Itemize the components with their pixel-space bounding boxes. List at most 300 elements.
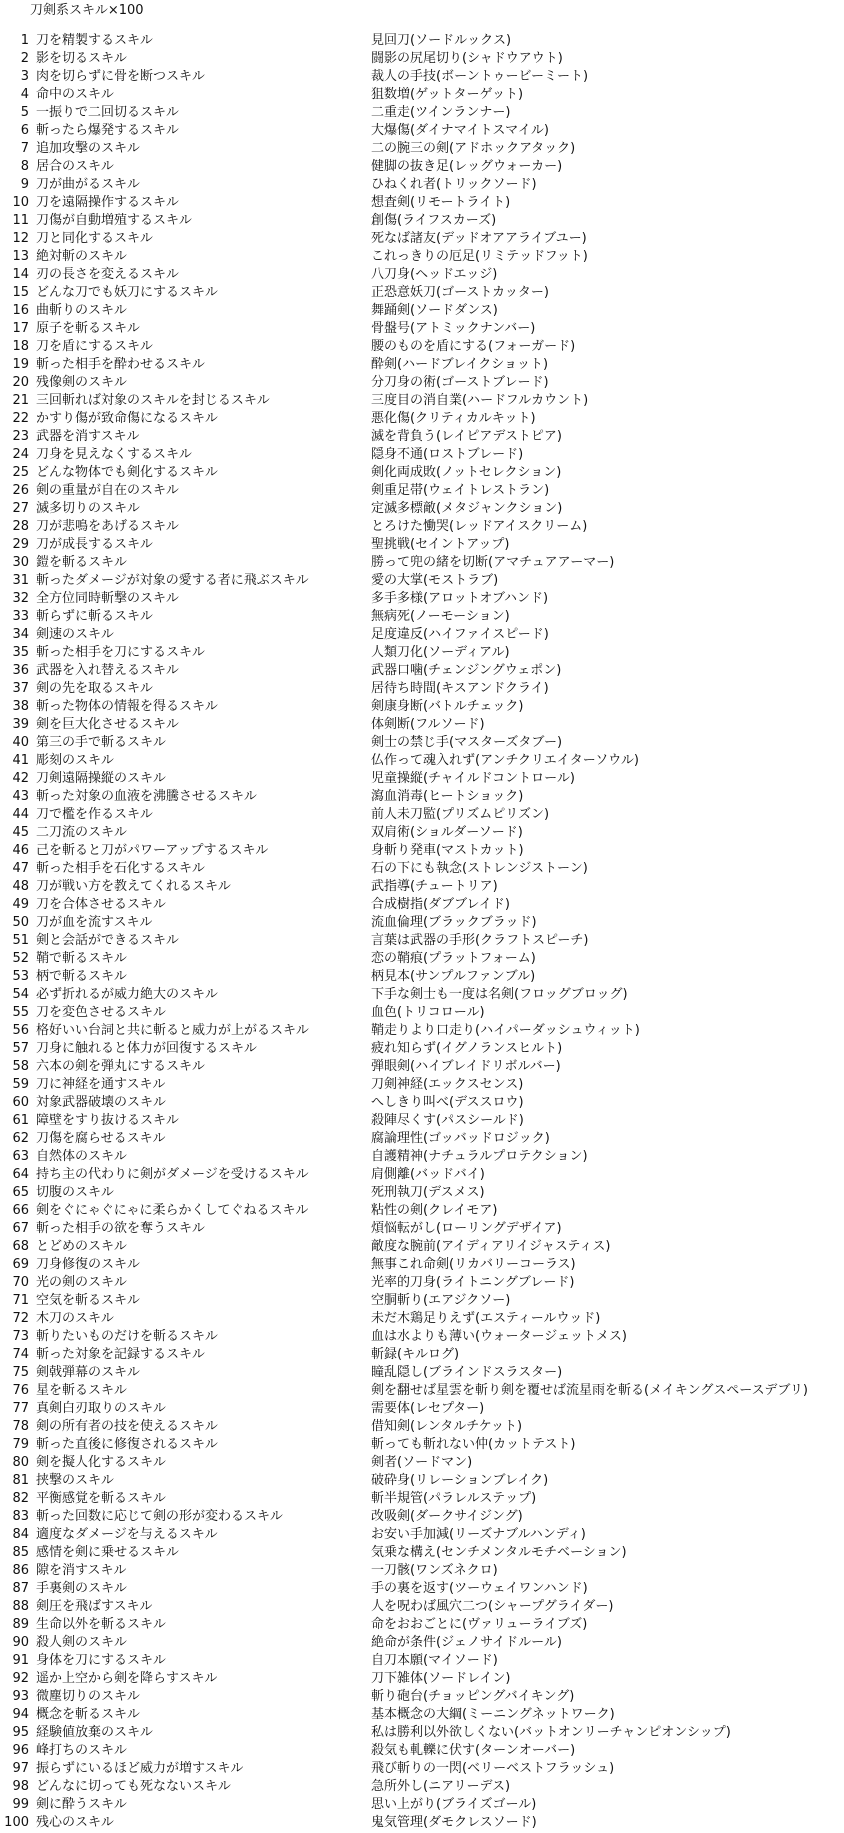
skill-number: 96 (12, 1743, 29, 1758)
list-item (0, 1166, 844, 1184)
list-item (0, 410, 844, 428)
skill-number: 39 (12, 717, 29, 732)
skill-number: 91 (12, 1653, 29, 1668)
skill-number: 76 (12, 1383, 29, 1398)
skill-number: 46 (12, 843, 29, 858)
skill-number: 94 (12, 1707, 29, 1722)
skill-description: 平衡感覚を斬るスキル (36, 1491, 166, 1506)
skill-description: 鎧を斬るスキル (36, 555, 127, 570)
skill-description: 隙を消すスキル (36, 1563, 127, 1578)
skill-description: 木刀のスキル (36, 1311, 114, 1326)
skill-name: 二重走(ツインランナー) (371, 105, 511, 120)
skill-number: 72 (12, 1311, 29, 1326)
skill-description: 武器を消すスキル (36, 429, 140, 444)
skill-name: 思い上がり(ブライズゴール) (371, 1797, 537, 1812)
list-item (0, 806, 844, 824)
skill-number: 82 (12, 1491, 29, 1506)
skill-number: 78 (12, 1419, 29, 1434)
list-item (0, 824, 844, 842)
skill-number: 86 (12, 1563, 29, 1578)
skill-description: 刃の長さを変えるスキル (36, 267, 179, 282)
skill-name: 八刀身(ヘッドエッジ) (371, 267, 498, 282)
skill-number: 95 (12, 1725, 29, 1740)
skill-description: 遥か上空から剣を降らすスキル (36, 1671, 218, 1686)
skill-description: 刀が悲鳴をあげるスキル (36, 519, 179, 534)
skill-description: かすり傷が致命傷になるスキル (36, 411, 218, 426)
skill-name: 基本概念の大綱(ミーニングネットワーク) (371, 1707, 615, 1722)
skill-description: 剣の先を取るスキル (36, 681, 153, 696)
list-item (0, 1148, 844, 1166)
skill-name: 剣を翻せば星雲を斬り剣を覆せば流星雨を斬る(メイキングスペースデブリ) (371, 1383, 808, 1398)
skill-name: 急所外し(ニアリーデス) (371, 1779, 511, 1794)
skill-description: 刀が戦い方を教えてくれるスキル (36, 879, 231, 894)
skill-name: 闘影の尻尾切り(シャドウアウト) (371, 51, 563, 66)
skill-description: 身体を刀にするスキル (36, 1653, 166, 1668)
skill-name: 弾眼剣(ハイブレイドリボルバー) (371, 1059, 561, 1074)
list-item (0, 896, 844, 914)
skill-name: 分刀身の術(ゴーストブレード) (371, 375, 549, 390)
skill-name: 悪化傷(クリティカルキット) (371, 411, 536, 426)
skill-number: 51 (12, 933, 29, 948)
list-item (0, 788, 844, 806)
skill-name: これっきりの厄足(リミテッドフット) (371, 249, 588, 264)
skill-number: 42 (12, 771, 29, 786)
list-item (0, 986, 844, 1004)
skill-description: 刀を盾にするスキル (36, 339, 153, 354)
skill-name: 滅を背負う(レイピアデストピア) (371, 429, 562, 444)
skill-description: 鞘で斬るスキル (36, 951, 127, 966)
skill-name: 斬り砲台(チョッピングバイキング) (371, 1689, 575, 1704)
skill-number: 52 (12, 951, 29, 966)
skill-name: とろけた慟哭(レッドアイスクリーム) (371, 519, 588, 534)
skill-description: 残像剣のスキル (36, 375, 127, 390)
list-item (0, 1472, 844, 1490)
skill-description: 影を切るスキル (36, 51, 127, 66)
skill-number: 75 (12, 1365, 29, 1380)
skill-description: 対象武器破壊のスキル (36, 1095, 166, 1110)
skill-description: 残心のスキル (36, 1815, 114, 1830)
skill-name: 児童操縦(チャイルドコントロール) (371, 771, 575, 786)
skill-name: 借知剣(レンタルチケット) (371, 1419, 523, 1434)
skill-name: 手の裏を返す(ツーウェイワンハンド) (371, 1581, 588, 1596)
skill-name: 恋の鞘痕(プラットフォーム) (371, 951, 536, 966)
skill-number: 45 (12, 825, 29, 840)
skill-number: 80 (12, 1455, 29, 1470)
list-item (0, 1526, 844, 1544)
skill-name: 瀉血消毒(ヒートショック) (371, 789, 524, 804)
list-item (0, 1778, 844, 1796)
skill-name: 酔剣(ハードブレイクショット) (371, 357, 549, 372)
skill-name: 武指導(チュートリア) (371, 879, 498, 894)
skill-number: 63 (12, 1149, 29, 1164)
list-item (0, 842, 844, 860)
skill-number: 55 (12, 1005, 29, 1020)
list-item (0, 500, 844, 518)
skill-number: 59 (12, 1077, 29, 1092)
list-item (0, 32, 844, 50)
skill-description: 剣圧を飛ばすスキル (36, 1599, 153, 1614)
skill-description: 刀身を見えなくするスキル (36, 447, 192, 462)
skill-number: 24 (12, 447, 29, 462)
skill-description: 剣を巨大化させるスキル (36, 717, 179, 732)
list-item (0, 1418, 844, 1436)
list-item (0, 1688, 844, 1706)
skill-number: 1 (20, 33, 29, 48)
skill-number: 79 (12, 1437, 29, 1452)
list-item (0, 194, 844, 212)
skill-list (0, 32, 844, 1832)
skill-name: 身斬り発車(マストカット) (371, 843, 524, 858)
skill-name: 血色(トリコロール) (371, 1005, 485, 1020)
list-item (0, 1454, 844, 1472)
skill-name: 空胴斬り(エアジクソー) (371, 1293, 511, 1308)
skill-description: 殺人剣のスキル (36, 1635, 127, 1650)
skill-number: 90 (12, 1635, 29, 1650)
skill-number: 98 (12, 1779, 29, 1794)
skill-number: 73 (12, 1329, 29, 1344)
skill-number: 93 (12, 1689, 29, 1704)
skill-name: 舞踊剣(ソードダンス) (371, 303, 498, 318)
skill-number: 13 (12, 249, 29, 264)
skill-number: 54 (12, 987, 29, 1002)
skill-name: 見回刀(ソードルックス) (371, 33, 512, 48)
list-item (0, 1508, 844, 1526)
list-item (0, 968, 844, 986)
list-item (0, 248, 844, 266)
skill-description: 刀で檻を作るスキル (36, 807, 153, 822)
list-item (0, 104, 844, 122)
skill-number: 30 (12, 555, 29, 570)
skill-description: 剣速のスキル (36, 627, 114, 642)
skill-name: 大爆傷(ダイナマイトスマイル) (371, 123, 549, 138)
list-item (0, 554, 844, 572)
skill-name: 飛び斬りの一閃(ベリーベストフラッシュ) (371, 1761, 615, 1776)
skill-name: 斬っても斬れない仲(カットテスト) (371, 1437, 576, 1452)
list-item (0, 158, 844, 176)
skill-description: 斬った相手を酔わせるスキル (36, 357, 205, 372)
skill-number: 65 (12, 1185, 29, 1200)
skill-name: 二の腕三の剣(アドホックアタック) (371, 141, 576, 156)
list-item (0, 1274, 844, 1292)
skill-description: 必ず折れるが威力絶大のスキル (36, 987, 218, 1002)
list-item (0, 1760, 844, 1778)
list-item (0, 1328, 844, 1346)
skill-name: 鞘走りより口走り(ハイパーダッシュウィット) (371, 1023, 640, 1038)
skill-description: 剣の所有者の技を使えるスキル (36, 1419, 218, 1434)
skill-description: 格好いい台詞と共に斬ると威力が上がるスキル (36, 1023, 309, 1038)
skill-name: 殺気も軋轢に伏す(ターンオーバー) (371, 1743, 576, 1758)
skill-name: 自刀本願(マイソード) (371, 1653, 498, 1668)
skill-description: 生命以外を斬るスキル (36, 1617, 166, 1632)
skill-name: 正恐意妖刀(ゴーストカッター) (371, 285, 549, 300)
skill-number: 53 (12, 969, 29, 984)
skill-number: 84 (12, 1527, 29, 1542)
list-item (0, 1130, 844, 1148)
skill-number: 85 (12, 1545, 29, 1560)
skill-description: とどめのスキル (36, 1239, 127, 1254)
skill-name: 定滅多標敵(メタジャンクション) (371, 501, 563, 516)
skill-number: 50 (12, 915, 29, 930)
skill-description: 適度なダメージを与えるスキル (36, 1527, 218, 1542)
skill-name: 愛の大掌(モストラブ) (371, 573, 499, 588)
list-item (0, 1400, 844, 1418)
skill-number: 81 (12, 1473, 29, 1488)
skill-name: 狙数増(ゲットターゲット) (371, 87, 524, 102)
skill-name: 足度違反(ハイファイスピード) (371, 627, 549, 642)
list-item (0, 320, 844, 338)
skill-name: 人類刀化(ソーディアル) (371, 645, 510, 660)
list-item (0, 1706, 844, 1724)
skill-number: 67 (12, 1221, 29, 1236)
list-item (0, 1040, 844, 1058)
list-item (0, 374, 844, 392)
list-item (0, 1436, 844, 1454)
skill-name: 瞳乱隠し(ブラインドスラスター) (371, 1365, 563, 1380)
list-item (0, 1652, 844, 1670)
skill-number: 15 (12, 285, 29, 300)
skill-number: 28 (12, 519, 29, 534)
list-item (0, 122, 844, 140)
skill-name: 自護精神(ナチュラルプロテクション) (371, 1149, 588, 1164)
skill-number: 92 (12, 1671, 29, 1686)
skill-name: 剣化両成敗(ノットセレクション) (371, 465, 562, 480)
skill-name: 武器口噛(チェンジングウェポン) (371, 663, 562, 678)
skill-description: 刀を変色させるスキル (36, 1005, 166, 1020)
skill-description: 障壁をすり抜けるスキル (36, 1113, 179, 1128)
skill-number: 33 (12, 609, 29, 624)
skill-number: 71 (12, 1293, 29, 1308)
skill-description: 光の剣のスキル (36, 1275, 127, 1290)
skill-description: どんな刀でも妖刀にするスキル (36, 285, 218, 300)
skill-description: 肉を切らずに骨を断つスキル (36, 69, 205, 84)
skill-name: 合成樹指(ダブブレイド) (371, 897, 510, 912)
list-item (0, 1562, 844, 1580)
list-item (0, 932, 844, 950)
list-item (0, 1310, 844, 1328)
skill-description: 斬った直後に修復されるスキル (36, 1437, 218, 1452)
skill-number: 29 (12, 537, 29, 552)
list-item (0, 608, 844, 626)
skill-number: 83 (12, 1509, 29, 1524)
skill-name: ひねくれ者(トリックソード) (371, 177, 537, 192)
list-item (0, 1616, 844, 1634)
list-item (0, 1202, 844, 1220)
skill-description: 斬った相手の欲を奪うスキル (36, 1221, 205, 1236)
list-item (0, 428, 844, 446)
list-item (0, 1634, 844, 1652)
skill-number: 41 (12, 753, 29, 768)
skill-number: 77 (12, 1401, 29, 1416)
skill-description: 切腹のスキル (36, 1185, 114, 1200)
skill-description: 滅多切りのスキル (36, 501, 140, 516)
skill-name: 斬半規管(パラレルステップ) (371, 1491, 537, 1506)
list-item (0, 1724, 844, 1742)
list-item (0, 1814, 844, 1832)
skill-description: 斬った対象を記録するスキル (36, 1347, 205, 1362)
skill-number: 3 (20, 69, 29, 84)
skill-description: 原子を斬るスキル (36, 321, 140, 336)
skill-number: 7 (20, 141, 29, 156)
skill-name: 絶命が条件(ジェノサイドルール) (371, 1635, 562, 1650)
skill-number: 36 (12, 663, 29, 678)
skill-name: 疲れ知らず(イグノランスヒルト) (371, 1041, 563, 1056)
skill-number: 17 (12, 321, 29, 336)
skill-name: 多手多様(アロットオブハンド) (371, 591, 549, 606)
list-item (0, 536, 844, 554)
skill-number: 8 (20, 159, 29, 174)
skill-name: 無病死(ノーモーション) (371, 609, 510, 624)
list-item (0, 50, 844, 68)
skill-number: 70 (12, 1275, 29, 1290)
skill-number: 56 (12, 1023, 29, 1038)
skill-name: 前人未刀監(プリズムピリズン) (371, 807, 550, 822)
skill-description: 居合のスキル (36, 159, 114, 174)
list-item (0, 662, 844, 680)
skill-name: 光率的刀身(ライトニングブレード) (371, 1275, 575, 1290)
skill-description: 刀身に触れると体力が回復するスキル (36, 1041, 257, 1056)
list-item (0, 1364, 844, 1382)
skill-name: 裁人の手技(ボーントゥービーミート) (371, 69, 589, 84)
skill-description: 刀を合体させるスキル (36, 897, 166, 912)
skill-description: 六本の剣を弾丸にするスキル (36, 1059, 205, 1074)
list-item (0, 1490, 844, 1508)
list-item (0, 680, 844, 698)
skill-description: 挟撃のスキル (36, 1473, 114, 1488)
skill-name: 下手な剣士も一度は名剣(フロッグブロッグ) (371, 987, 628, 1002)
list-item (0, 626, 844, 644)
skill-name: 双肩術(ショルダーソード) (371, 825, 523, 840)
skill-number: 97 (12, 1761, 29, 1776)
skill-name: 命をおおごとに(ヴァリューライブズ) (371, 1617, 588, 1632)
skill-description: 刀が曲がるスキル (36, 177, 140, 192)
skill-number: 48 (12, 879, 29, 894)
skill-name: 想査剣(リモートライト) (371, 195, 511, 210)
skill-number: 40 (12, 735, 29, 750)
list-item (0, 1598, 844, 1616)
skill-description: 真剣白刃取りのスキル (36, 1401, 166, 1416)
skill-name: 体剣断(フルソード) (371, 717, 485, 732)
list-item (0, 266, 844, 284)
skill-description: 斬った対象の血液を沸騰させるスキル (36, 789, 257, 804)
skill-description: 斬らずに斬るスキル (36, 609, 153, 624)
skill-number: 31 (12, 573, 29, 588)
list-item (0, 446, 844, 464)
skill-description: 剣と会話ができるスキル (36, 933, 179, 948)
skill-description: 振らずにいるほど威力が増すスキル (36, 1761, 244, 1776)
list-item (0, 392, 844, 410)
list-item (0, 140, 844, 158)
skill-name: 改吸剣(ダークサイジング) (371, 1509, 523, 1524)
skill-number: 60 (12, 1095, 29, 1110)
skill-number: 88 (12, 1599, 29, 1614)
list-item (0, 1076, 844, 1094)
skill-name: 健脚の抜き足(レッグウォーカー) (371, 159, 563, 174)
list-item (0, 716, 844, 734)
skill-number: 49 (12, 897, 29, 912)
skill-description: 斬りたいものだけを斬るスキル (36, 1329, 218, 1344)
list-item (0, 464, 844, 482)
skill-description: 刀剣遠隔操縦のスキル (36, 771, 166, 786)
skill-description: 空気を斬るスキル (36, 1293, 140, 1308)
skill-number: 99 (12, 1797, 29, 1812)
skill-number: 34 (12, 627, 29, 642)
skill-description: 一振りで二回切るスキル (36, 105, 179, 120)
skill-number: 87 (12, 1581, 29, 1596)
skill-number: 43 (12, 789, 29, 804)
list-item (0, 1058, 844, 1076)
skill-number: 37 (12, 681, 29, 696)
skill-name: 流血倫理(ブラックブラッド) (371, 915, 537, 930)
skill-description: 斬った回数に応じて剣の形が変わるスキル (36, 1509, 283, 1524)
skill-description: 斬った相手を刀にするスキル (36, 645, 205, 660)
list-item (0, 644, 844, 662)
skill-description: 刀傷を腐らせるスキル (36, 1131, 166, 1146)
skill-number: 20 (12, 375, 29, 390)
skill-number: 2 (20, 51, 29, 66)
list-item (0, 1022, 844, 1040)
list-item (0, 914, 844, 932)
skill-description: 二刀流のスキル (36, 825, 127, 840)
list-item (0, 176, 844, 194)
skill-description: 手裏剣のスキル (36, 1581, 127, 1596)
skill-name: 仏作って魂入れず(アンチクリエイターソウル) (371, 753, 639, 768)
skill-number: 12 (12, 231, 29, 246)
skill-name: 言葉は武器の手形(クラフトスピーチ) (371, 933, 589, 948)
skill-number: 11 (12, 213, 29, 228)
skill-name: 斬録(キルログ) (371, 1347, 460, 1362)
list-item (0, 1112, 844, 1130)
skill-name: 需要体(レセプター) (371, 1401, 485, 1416)
list-item (0, 1094, 844, 1112)
skill-number: 32 (12, 591, 29, 606)
skill-number: 9 (20, 177, 29, 192)
skill-description: 追加攻撃のスキル (36, 141, 140, 156)
skill-name: 勝って兜の緒を切断(アマチュアアーマー) (371, 555, 615, 570)
skill-number: 69 (12, 1257, 29, 1272)
list-item (0, 1742, 844, 1760)
skill-number: 6 (20, 123, 29, 138)
list-item (0, 1004, 844, 1022)
skill-name: 創傷(ライフスカーズ) (371, 213, 497, 228)
skill-name: 肩側離(バッドバイ) (371, 1167, 485, 1182)
page-title: 刀剣系スキル×100 (30, 3, 144, 18)
skill-number: 66 (12, 1203, 29, 1218)
skill-description: 微塵切りのスキル (36, 1689, 140, 1704)
list-item (0, 1580, 844, 1598)
list-item (0, 572, 844, 590)
skill-name: へしきり叫べ(デススロウ) (371, 1095, 524, 1110)
skill-number: 22 (12, 411, 29, 426)
list-item (0, 1256, 844, 1274)
skill-number: 23 (12, 429, 29, 444)
skill-name: 腰のものを盾にする(フォーガード) (371, 339, 576, 354)
skill-description: 刀傷が自動増殖するスキル (36, 213, 192, 228)
skill-description: 己を斬ると刀がパワーアップするスキル (36, 843, 269, 858)
skill-description: 持ち主の代わりに剣がダメージを受けるスキル (36, 1167, 309, 1182)
skill-number: 5 (20, 105, 29, 120)
skill-name: 剣重足帯(ウェイトレストラン) (371, 483, 550, 498)
skill-description: どんなに切っても死なないスキル (36, 1779, 231, 1794)
skill-name: 隠身不通(ロストブレード) (371, 447, 524, 462)
list-item (0, 1796, 844, 1814)
list-item (0, 1544, 844, 1562)
skill-description: 刀と同化するスキル (36, 231, 153, 246)
list-item (0, 590, 844, 608)
skill-description: 刀が成長するスキル (36, 537, 153, 552)
skill-name: 粘性の剣(クレイモア) (371, 1203, 498, 1218)
skill-number: 64 (12, 1167, 29, 1182)
skill-number: 26 (12, 483, 29, 498)
